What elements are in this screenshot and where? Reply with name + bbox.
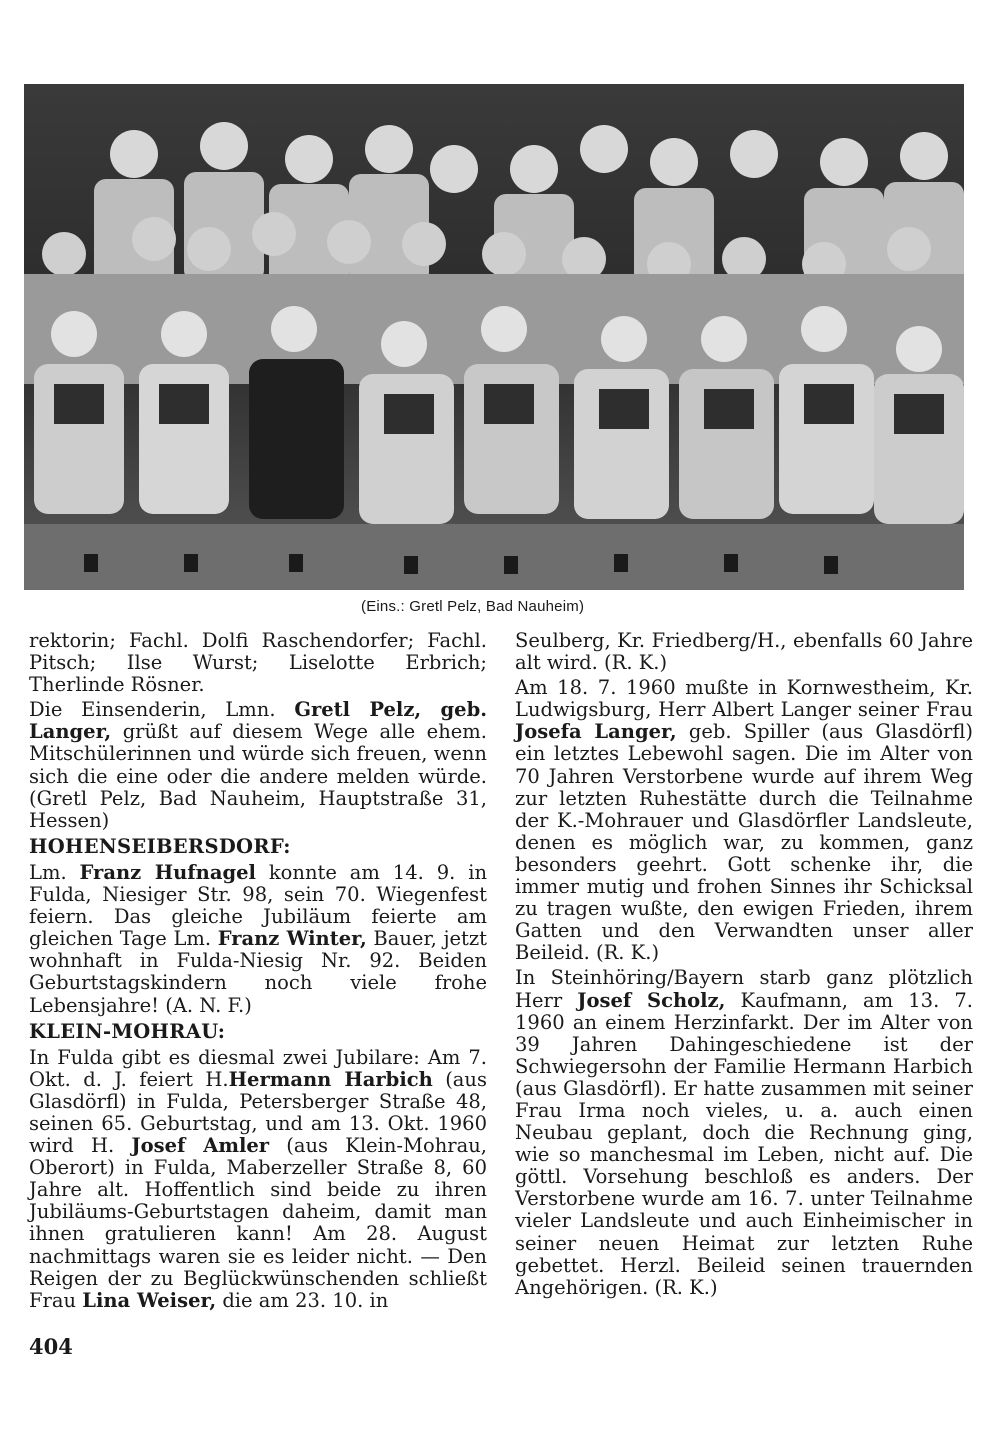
section-heading: HOHENSEIBERSDORF: <box>29 834 291 858</box>
paragraph: In Steinhöring/Bayern starb ganz plötzlich Herr Josef Scholz, Kaufmann, am 13. 7. 1960 an einem Herzinfarkt. Der im Alter von 39 Jahren Dahingeschiedene ist der Schwiegersohn der Familie Hermann Harbich (aus Glasdörfl). Er hatte zusammen mit seiner Frau Irma noch vieles, u. a. auch einen Neubau geplant, doch die Rechnung ging, wie so manchesmal im Leben, nicht auf. Die göttl. Vorsehung beschloß es anders. Der Verstorbene wurde am 16. 7. unter Teilnahme vieler Landsleute und auch Einheimischer in seiner neuen Heimat zur letzten Ruhe gebettet. Herzl. Beileid seinen trauernden Angehörigen. (R. K.) <box>515 966 973 1299</box>
paragraph: rektorin; Fachl. Dolfi Raschendorfer; Fachl. Pitsch; Ilse Wurst; Liselotte Erbrich; Therlinde Rösner. <box>29 629 487 697</box>
photo-caption: (Eins.: Gretl Pelz, Bad Nauheim) <box>361 598 585 615</box>
paragraph: Am 18. 7. 1960 mußte in Kornwestheim, Kr. Ludwigsburg, Herr Albert Langer seiner Frau Josefa Langer, geb. Spiller (aus Glasdörfl) ein letztes Lebewohl sagen. Die im Alter von 70 Jahren Verstorbene wurde auf ihrem Weg zur letzten Ruhestätte durch die Teilnahme der K.-Mohrauer und Glasdörfler Landsleute, denen es möglich war, zu kommen, ganz besonders geehrt. Gott schenke ihr, die immer mutig und frohen Sinnes ihr Schicksal zu tragen wußte, den ewigen Frieden, ihrem Gatten und den Verwandten unser aller Beileid. (R. K.) <box>515 676 973 965</box>
group-photo <box>24 84 964 590</box>
section-heading: KLEIN-MOHRAU: <box>29 1019 226 1043</box>
paragraph: Die Einsenderin, Lmn. Gretl Pelz, geb. Langer, grüßt auf diesem Wege alle ehem. Mitschülerinnen und würde sich freuen, wenn sich die eine oder die andere melden würde. (Gretl Pelz, Bad Nauheim, Hauptstraße 31, Hessen) <box>29 698 488 832</box>
group-photo-icon <box>24 84 964 590</box>
paragraph: Lm. Franz Hufnagel konnte am 14. 9. in Fulda, Niesiger Str. 98, sein 70. Wiegenfest feiern. Das gleiche Jubiläum feierte am gleichen Tage Lm. Franz Winter, Bauer, jetzt wohnhaft in Fulda-Niesig Nr. 92. Beiden Geburtstagskindern noch viele frohe Lebensjahre! (A. N. F.) <box>29 860 488 1017</box>
paragraph: Seulberg, Kr. Friedberg/H., ebenfalls 60 Jahre alt wird. (R. K.) <box>515 629 973 675</box>
right-column <box>515 630 973 1302</box>
page-number: 404 <box>29 1334 73 1359</box>
left-column <box>29 630 487 1315</box>
paragraph: In Fulda gibt es diesmal zwei Jubilare: Am 7. Okt. d. J. feiert H.Hermann Harbich (aus Glasdörfl) in Fulda, Petersberger Straße 48, seinen 65. Geburtstag, und am 13. Okt. 1960 wird H. Josef Amler (aus Klein-Mohrau, Oberort) in Fulda, Maberzeller Straße 8, 60 Jahre alt. Hoffentlich sind beide zu ihren Jubiläums-Geburtstagen daheim, damit man ihnen gratulieren kann! Am 28. August nachmittags waren sie es leider nicht. — Den Reigen der zu Beglückwünschenden schließt Frau Lina Weiser, die am 23. 10. in <box>29 1045 488 1312</box>
